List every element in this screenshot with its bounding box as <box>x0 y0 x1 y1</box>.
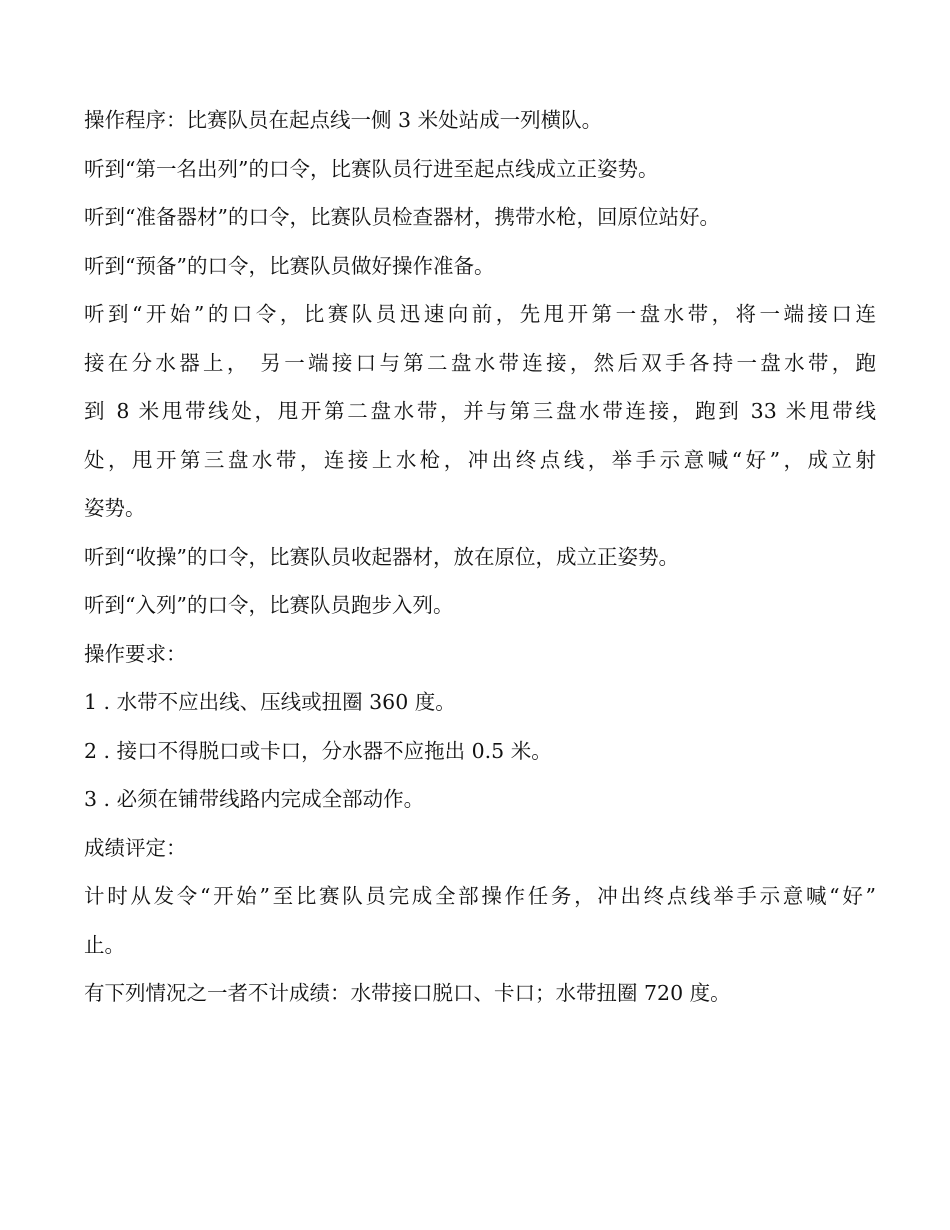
text-line-step-4a: 听到“开始”的口令，比赛队员迅速向前，先甩开第一盘水带，将一端接口连 <box>84 302 876 326</box>
requirement-item-1: 1 . 水带不应出线、压线或扭圈 360 度。 <box>84 690 456 714</box>
section-heading-scoring: 成绩评定： <box>84 835 187 860</box>
text-line-step-1: 听到“第一名出列”的口令，比赛队员行进至起点线成立正姿势。 <box>84 156 659 181</box>
document-body <box>84 96 876 1018</box>
section-heading-requirements: 操作要求： <box>84 641 187 666</box>
requirement-item-2: 2 . 接口不得脱口或卡口，分水器不应拖出 0.5 米。 <box>84 738 552 763</box>
text-line-step-4b: 接在分水器上， 另一端接口与第二盘水带连接，然后双手各持一盘水带，跑 <box>84 350 876 375</box>
text-line-step-6: 听到“入列”的口令，比赛队员跑步入列。 <box>84 593 454 617</box>
text-line-step-5: 听到“收操”的口令，比赛队员收起器材，放在原位，成立正姿势。 <box>84 544 679 569</box>
text-line-step-3: 听到“预备”的口令，比赛队员做好操作准备。 <box>84 253 495 278</box>
text-line-step-4d: 处，甩开第三盘水带，连接上水枪，冲出终点线，举手示意喊“好”，成立射 <box>84 447 876 472</box>
requirement-item-3: 3 . 必须在铺带线路内完成全部动作。 <box>84 787 425 811</box>
scoring-text-line-1b: 止。 <box>84 932 125 957</box>
text-line-step-4e: 姿势。 <box>84 496 146 520</box>
scoring-text-line-2: 有下列情况之一者不计成绩：水带接口脱口、卡口；水带扭圈 720 度。 <box>84 981 731 1005</box>
text-line-procedure: 操作程序：比赛队员在起点线一侧 3 米处站成一列横队。 <box>84 108 603 132</box>
scoring-text-line-1a: 计时从发令“开始”至比赛队员完成全部操作任务，冲出终点线举手示意喊“好” <box>84 884 876 908</box>
text-line-step-2: 听到“准备器材”的口令，比赛队员检查器材，携带水枪，回原位站好。 <box>84 205 720 229</box>
text-line-step-4c: 到 8 米甩带线处，甩开第二盘水带，并与第三盘水带连接，跑到 33 米甩带线 <box>84 399 876 423</box>
